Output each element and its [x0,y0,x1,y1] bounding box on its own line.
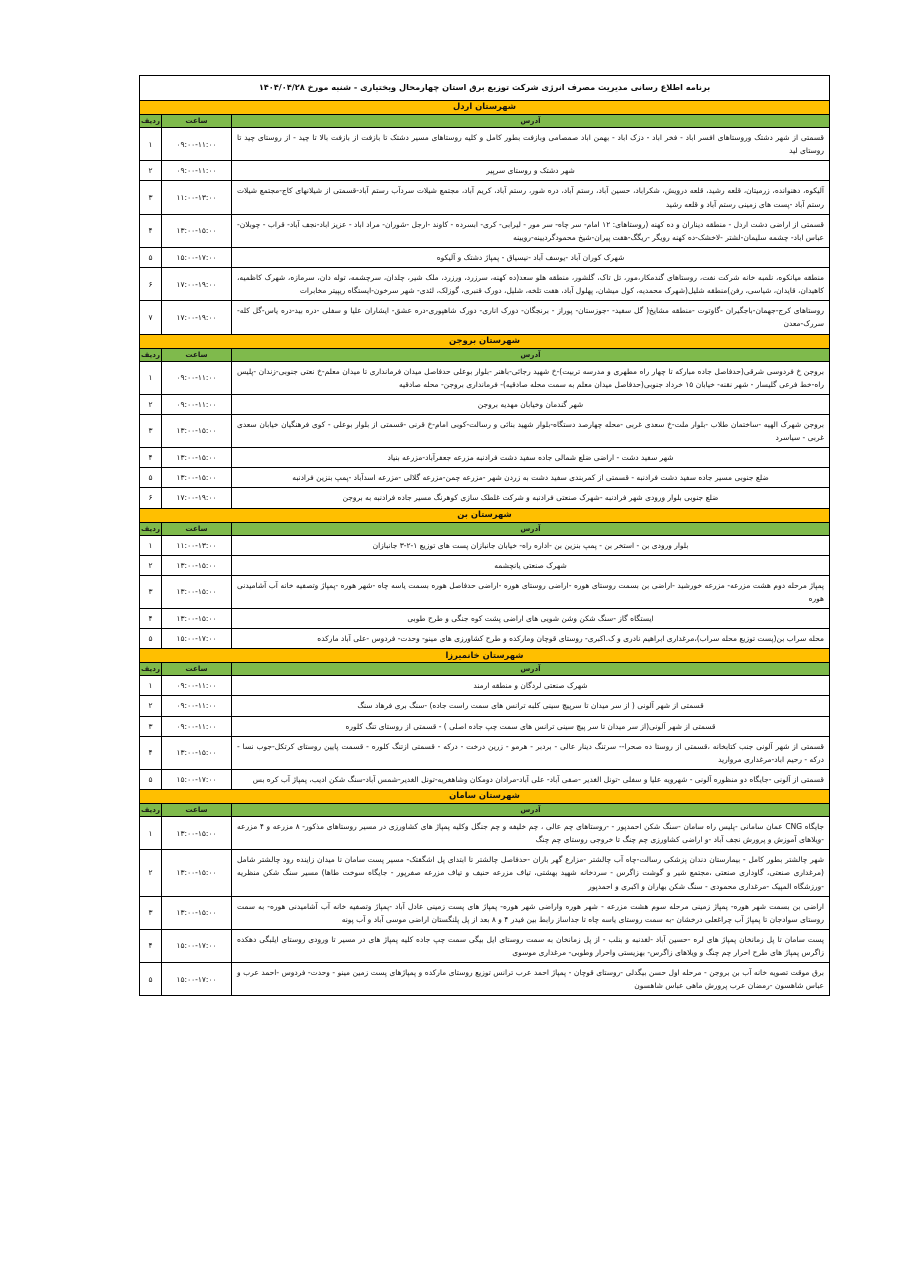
column-header-time: ساعت [162,522,232,535]
table-row [139,696,829,716]
county-header-row [139,101,829,115]
table-row [139,769,829,789]
cell-time: ۰۹:۰۰-۱۱:۰۰ [162,676,232,696]
column-header-address: آدرس [232,663,830,676]
cell-address: شهرک کوران آباد -یوسف آباد -نیسیاق - پمپاژ دشتک و آلیکوه [232,247,830,267]
cell-time: ۱۵:۰۰-۱۷:۰۰ [162,247,232,267]
table-row [139,555,829,575]
cell-address: برق موقت تصویه خانه آب بن بروجن - مرحله اول حسن بیگدلی -روستای قوچان - پمپاژ احمد عرب ترانس توزیع روستای مارکده و پمپاژهای پست زمین مینو - وحدت- فردوس -احمد عرب و عباس شاهسون -رمضان عرب پرورش ماهی عباس شاهسون [232,963,830,996]
cell-rownum: ۵ [139,963,161,996]
cell-time: ۱۳:۰۰-۱۵:۰۰ [162,414,232,447]
cell-address: محله سراب بن(پست توزیع محله سراب)،مرغداری ابراهیم نادری و ک.اکبری- روستای قوچان ومارکده و طرح کشاورزی های مینو- وحدت- فردوس -علی آباد مارکده [232,629,830,649]
table-row [139,468,829,488]
cell-address: بروجن شهرک الهیه -ساختمان طلاب -بلوار ملت-خ سعدی غربی -محله چهارصد دستگاه-بلوار شهید بنائی و رسالت-کوبی امام-خ قرنی -قسمتی از بلوار بوعلی - کوی فرهنگیان خیابان سعدی غربی - سیاسرد [232,414,830,447]
cell-rownum: ۵ [139,629,161,649]
county-name: شهرستان بن [139,508,829,522]
column-header-time: ساعت [162,348,232,361]
cell-rownum: ۲ [139,850,161,896]
county-name: شهرستان بروجن [139,334,829,348]
table-row [139,414,829,447]
cell-time: ۰۹:۰۰-۱۱:۰۰ [162,394,232,414]
cell-time: ۱۳:۰۰-۱۵:۰۰ [162,896,232,929]
cell-address: بروجن خ فردوسی شرقی(حدفاصل جاده مبارکه تا چهار راه مطهری و مدرسه تربیت)-خ شهید رجائی-باهنر -بلوار بوعلی حدفاصل میدان فرمانداری تا میدان معلم-خ نعتی جنوبی-زندان -پلیس راه-خط فرعی گلیسار - شهر نقنه- خیابان ۱۵ خرداد جنوبی(حدفاصل میدان معلم به سمت محله صادقیه)- فرمانداری بروجن- محله صادقیه [232,361,830,394]
table-row [139,161,829,181]
cell-rownum: ۵ [139,769,161,789]
table-row [139,716,829,736]
cell-address: جایگاه CNG عمان سامانی -پلیس راه سامان -سنگ شکن احمدپور - -روستاهای چم عالی ، چم خلیفه و چم جنگل وکلیه پمپاژ های کشاورزی در مسیر روستاهای مذکور- ۸ مزرعه و ۴ مزرعه -ویلاهای آموزش و پرورش نجف آباد -و اراضی کشاورزی چم چنگ تا خروجی روستای چم چنگ [232,817,830,850]
cell-address: قسمتی از اراضی دشت اردل - منطقه دیناران و ده کهنه (روستاهای: ۱۲ امام- سر چاه- سر مور - لیرابی- کری- ابسرده - کاوند -ارجل -شوران- مراد اباد - عزیز اباد-نجف آباد- قراب - چوبلان- عباس اباد- چشمه سلیمان-لشتر -لاخشک-ده کهنه رویگر -ریگگ-هفت پیران-شیخ محمودگردیینه-رویینه [232,214,830,247]
cell-time: ۰۹:۰۰-۱۱:۰۰ [162,128,232,161]
cell-address: شهر گندمان وخیابان مهدیه بروجن [232,394,830,414]
outage-schedule-table [139,75,830,996]
cell-rownum: ۳ [139,716,161,736]
table-row [139,736,829,769]
table-row [139,535,829,555]
table-row [139,394,829,414]
table-row [139,181,829,214]
cell-time: ۱۵:۰۰-۱۷:۰۰ [162,963,232,996]
column-header-address: آدرس [232,522,830,535]
cell-rownum: ۲ [139,161,161,181]
cell-rownum: ۵ [139,468,161,488]
column-header-row [139,663,829,676]
cell-rownum: ۵ [139,247,161,267]
table-row [139,963,829,996]
cell-time: ۱۳:۰۰-۱۵:۰۰ [162,448,232,468]
table-row [139,676,829,696]
cell-address: اراضی بن بسمت شهر هوره- پمپاژ زمینی مرحله سوم هشت مزرعه - شهر هوره واراضی شهر هوره- پمپاژ های پست زمینی عادل آباد -پمپاژ وتصفیه خانه آب آشامیدنی هوره- به سمت روستای سوادجان تا پمپاژ آب چراغعلی درخشان -به سمت روستای یاسه چاه تا جداساز رابط بین فیدر ۴ و ۸ بعد از پل پلنگستان اراضی موسی آباد و آب پونه [232,896,830,929]
table-row [139,929,829,962]
cell-address: ضلع جنوبی بلوار ورودی شهر فرادنبه -شهرک صنعتی فرادنبه و شرکت غلطک سازی کوهرنگ مسیر جاده فرادنبه به بروجن [232,488,830,508]
cell-rownum: ۴ [139,929,161,962]
cell-address: قسمتی از شهر آلونی ( از سر میدان تا سرپیچ سینی کلبه ترانس های سمت راست جاده) -سنگ بری فرهاد سنگ [232,696,830,716]
cell-time: ۰۹:۰۰-۱۱:۰۰ [162,161,232,181]
cell-rownum: ۱ [139,535,161,555]
page-title: برنامه اطلاع رسانی مدیریت مصرف انرژی شرکت توزیع برق استان چهارمحال وبختیاری - شنبه مورخ ۱۴۰۴/۰۴/۲۸ [139,76,829,101]
outage-schedule-sheet [140,75,830,996]
table-row [139,268,829,301]
cell-address: قسمتی از شهر دشتک وروستاهای افسر اباد - فخر اباد - دزک اباد - بهمن اباد صمصامی وبازفت بطور کامل و کلیه روستاهای مسیر دشتک تا بازفت از بازفت بالا تا چید - از روستای چید تا روستای لید [232,128,830,161]
cell-address: آلیکوه، دهنوانده، زرمیتان، قلعه رشید، قلعه درویش، شکراباد، حسین آباد، رستم آباد، دره شور، رستم آباد، کریم آباد، مجتمع شیلات سردآب رستم آباد-قسمتی از شیلانهای کاج-مجتمع شیلات رستم آباد -پست های زمینی رستم آباد و قلعه رشید [232,181,830,214]
county-name: شهرستان اردل [139,101,829,115]
cell-address: پست سامان تا پل زمانخان پمپاژ های لره -حسین آباد -لغدنبه و بنلب - از پل زمانخان به سمت روستای ایل بیگی سمت چپ جاده کلیه پمپاژ های در مسیر تا ورودی روستای ایلبگی دهکده زاگرس پمپاژ های طرح احرار چم چنگ و ویلاهای زاگرس- بهزیستی واحرار وطوبی- مرغداری موسوی [232,929,830,962]
cell-address: شهر دشتک و روستای سرپیر [232,161,830,181]
cell-rownum: ۴ [139,609,161,629]
column-header-rownum: ردیف [139,348,161,361]
column-header-time: ساعت [162,115,232,128]
cell-address: بلوار ورودی بن - استخر بن - پمپ بنزین بن -اداره راه- خیابان جانبازان پست های توزیع ۱-۲-۳ جانبازان [232,535,830,555]
cell-time: ۱۷:۰۰-۱۹:۰۰ [162,268,232,301]
table-row [139,214,829,247]
document-title-row [139,76,829,101]
column-header-row [139,348,829,361]
cell-address: ایستگاه گاز -سنگ شکن وشن شویی های اراضی پشت کوه جنگی و طرح طوبی [232,609,830,629]
cell-rownum: ۳ [139,181,161,214]
column-header-row [139,115,829,128]
column-header-time: ساعت [162,663,232,676]
cell-address: شهرک صنعتی لردگان و منطقه ارمند [232,676,830,696]
table-row [139,361,829,394]
table-row [139,850,829,896]
cell-address: شهرک صنعتی یانچشمه [232,555,830,575]
column-header-time: ساعت [162,804,232,817]
county-header-row [139,790,829,804]
cell-time: ۱۳:۰۰-۱۵:۰۰ [162,555,232,575]
cell-time: ۰۹:۰۰-۱۱:۰۰ [162,696,232,716]
cell-time: ۱۳:۰۰-۱۵:۰۰ [162,609,232,629]
cell-rownum: ۳ [139,575,161,608]
table-row [139,575,829,608]
column-header-row [139,522,829,535]
county-header-row [139,508,829,522]
cell-address: پمپاژ مرحله دوم هشت مزرعه- مزرعه خورشید -اراضی بن بسمت روستای هوره -اراضی روستای هوره -اراضی حدفاصل هوره بسمت یاسه چاه -شهر هوره -پمپاژ وتصفیه خانه آب آشامیدنی هوره [232,575,830,608]
cell-address: شهر چالشتر بطور کامل - بیمارستان دندان پزشکی رسالت-چاه آب چالشتر -مزارع گهر باران -حدفاصل چالشتر تا ابتدای پل اشگفتک- مسیر پست سامان تا میدان زاینده رود چالشتر شامل (مرغداری صنعتی، گاوداری صنعتی ،مجتمع شیر و گوشت زاگرس - سردخانه شهید بهشتی، تیاف مزرعه حنیف و تیاف مزرعه صفرپور - جایگاه سوخت طاها) مسیر سنگ شکن منظریه -ورزشگاه المپیک -مرغداری محمودی - سنگ شکن بهاران و اکبری و احمدپور [232,850,830,896]
cell-time: ۱۵:۰۰-۱۷:۰۰ [162,629,232,649]
cell-rownum: ۴ [139,448,161,468]
cell-address: منطقه میانکوه، نلمبه خانه شرکت نفت، روستاهای گندمکار،مور، تل تاک، گلشور، منطقه هلو سعد(ده کهنه، سرزرد، ورزرد، ملک شیر، چلدان، سرچشمه، توله دان، سرمازه، شهرک کاظمیه، کاهیدان، قایدان، شیاسی، رفن)منطقه شلیل(شهرک محمدیه، کول میشان، پهلول آباد، هفت تلخه، شلیل، دورک قنبری، گوزلک، لئدی- شهر سرخون-ایستگاه ریپیتر مخابرات [232,268,830,301]
column-header-address: آدرس [232,115,830,128]
table-row [139,301,829,334]
cell-time: ۰۹:۰۰-۱۱:۰۰ [162,716,232,736]
cell-time: ۱۵:۰۰-۱۷:۰۰ [162,769,232,789]
column-header-address: آدرس [232,348,830,361]
column-header-rownum: ردیف [139,804,161,817]
table-row [139,609,829,629]
column-header-rownum: ردیف [139,115,161,128]
cell-rownum: ۱ [139,676,161,696]
table-row [139,128,829,161]
cell-rownum: ۳ [139,414,161,447]
cell-rownum: ۱ [139,817,161,850]
cell-rownum: ۴ [139,214,161,247]
county-header-row [139,334,829,348]
cell-time: ۱۱:۰۰-۱۳:۰۰ [162,181,232,214]
cell-rownum: ۶ [139,268,161,301]
cell-time: ۱۷:۰۰-۱۹:۰۰ [162,488,232,508]
table-row [139,817,829,850]
cell-time: ۱۳:۰۰-۱۵:۰۰ [162,214,232,247]
county-header-row [139,649,829,663]
cell-time: ۱۳:۰۰-۱۵:۰۰ [162,850,232,896]
table-row [139,629,829,649]
county-name: شهرستان سامان [139,790,829,804]
cell-rownum: ۲ [139,555,161,575]
cell-rownum: ۳ [139,896,161,929]
cell-rownum: ۱ [139,361,161,394]
cell-address: شهر سفید دشت - اراضی ضلع شمالی جاده سفید دشت فرادنبه مزرعه جعفرآباد-مزرعه بنیاد [232,448,830,468]
column-header-row [139,804,829,817]
cell-time: ۰۹:۰۰-۱۱:۰۰ [162,361,232,394]
cell-time: ۱۳:۰۰-۱۵:۰۰ [162,468,232,488]
cell-address: قسمتی از شهر آلونی جنب کتابخانه ،قسمتی از روستا ده صحرا-- سرتنگ دینار عالی - بردبر - هرمو - زرین درخت - درکه - قسمتی ازتنگ کلوره - قسمت پایین روستای کرتکل-جوب نسا - درکه - رحیم اباد-مرغداری مروارید [232,736,830,769]
cell-time: ۱۳:۰۰-۱۵:۰۰ [162,736,232,769]
column-header-rownum: ردیف [139,663,161,676]
column-header-rownum: ردیف [139,522,161,535]
cell-time: ۱۷:۰۰-۱۹:۰۰ [162,301,232,334]
cell-rownum: ۲ [139,696,161,716]
cell-rownum: ۲ [139,394,161,414]
cell-address: ضلع جنوبی مسیر جاده سفید دشت فرادنبه - قسمتی از کمربندی سفید دشت به زردن شهر -مزرعه چمن-مزرعه گلالی -مزرعه اسدآباد -پمپ بنزین فرادنبه [232,468,830,488]
table-row [139,247,829,267]
cell-rownum: ۱ [139,128,161,161]
table-row [139,488,829,508]
table-row [139,448,829,468]
cell-rownum: ۴ [139,736,161,769]
cell-time: ۱۳:۰۰-۱۵:۰۰ [162,575,232,608]
cell-address: قسمتی از آلونی -جایگاه دو منظوره آلونی - شهرویه علیا و سفلی -تونل الغدیر -صفی آباد- علی آباد-مرادان دومکان وشاهغریه-تونل الغدیر-شمس آباد-سنگ شکن ادیب، پمپاژ آب کره بس [232,769,830,789]
cell-address: قسمتی از شهر آلونی(از سر میدان تا سر پیچ سینی ترانس های سمت چپ جاده اصلی ) - قسمتی از روستای تنگ کلوره [232,716,830,736]
cell-time: ۱۱:۰۰-۱۳:۰۰ [162,535,232,555]
cell-address: روستاهای کرج-جهمان-باجگیران -گاوتوت -منطقه مشایخ( گل سفید- -جوزستان- پوراز - برنجگان- دورک اناری- دورک شاهپوری-دره عشق- ایشاران علیا و سفلی -دره بید-دره یاس-گل کله-سررک-معدن [232,301,830,334]
county-name: شهرستان خانمیرزا [139,649,829,663]
cell-time: ۱۵:۰۰-۱۷:۰۰ [162,929,232,962]
cell-rownum: ۷ [139,301,161,334]
column-header-address: آدرس [232,804,830,817]
cell-time: ۱۳:۰۰-۱۵:۰۰ [162,817,232,850]
table-row [139,896,829,929]
cell-rownum: ۶ [139,488,161,508]
